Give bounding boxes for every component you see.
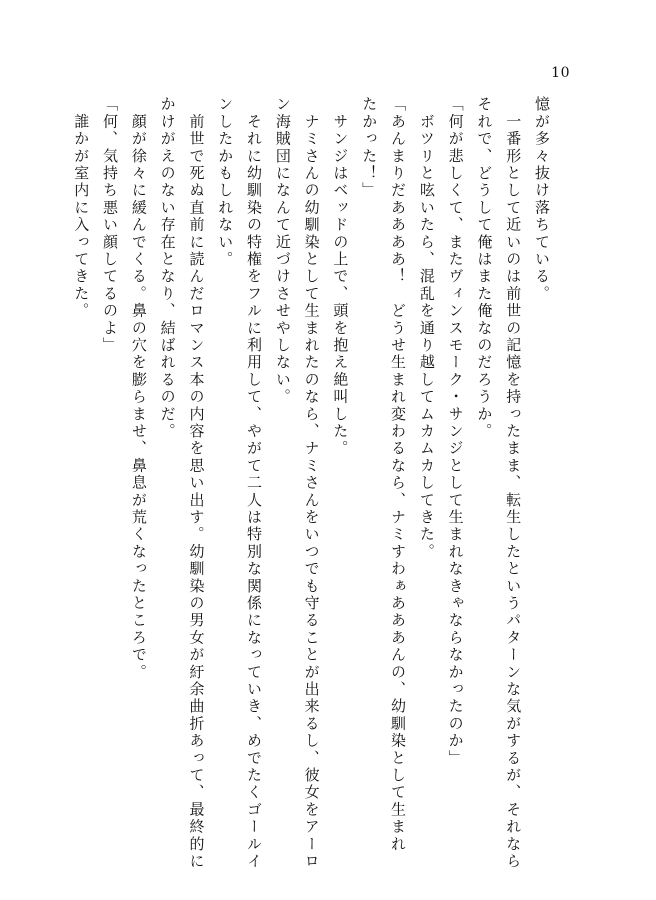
vertical-text-block [66,96,556,870]
text-line: ボツリと呟いたら、混乱を通り越してムカムカしてきた。 [417,96,436,561]
text-line: 「あんまりだああああ！ どうせ生まれ変わるなら、ナミすわぁあああんの、幼馴染として生まれ [389,96,408,853]
text-line: ン海賊団になんて近づけさせやしない。 [273,96,292,406]
text-line: 「何が悲しくて、またヴィンスモーク・サンジとして生まれなきゃならなかったのか」 [446,96,465,767]
text-line: 「何、気持ち悪い顔してるのよ」 [101,96,120,354]
text-line: たかった！」 [360,96,379,200]
text-line: 前世で死ぬ直前に読んだロマンス本の内容を思い出す。幼馴染の男女が紆余曲折あって、最終的に [187,96,206,870]
text-line: 憶が多々抜け落ちている。 [533,96,551,303]
page-number: 10 [551,65,570,81]
text-line: それに幼馴染の特権をフルに利用して、やがて二人は特別な関係になっていき、めでたくゴールイ [245,96,264,870]
text-line: サンジはベッドの上で、頭を抱え絶叫した。 [331,96,350,458]
text-line: ンしたかもしれない。 [216,96,235,268]
text-line: それで、どうして俺はまた俺なのだろうか。 [475,96,494,440]
text-line: 一番形として近いのは前世の記憶を持ったまま、転生したというパターンな気がするが、それなら [504,96,523,870]
text-line: ナミさんの幼馴染として生まれたのなら、ナミさんをいつでも守ることが出来るし、彼女をアーロ [302,96,321,870]
text-line: かけがえのない存在となり、結ばれるのだ。 [158,96,177,440]
text-line: 誰かが室内に入ってきた。 [72,96,91,320]
text-line: 顔が徐々に緩んでくる。鼻の穴を膨らませ、鼻息が荒くなったところで。 [129,96,148,681]
